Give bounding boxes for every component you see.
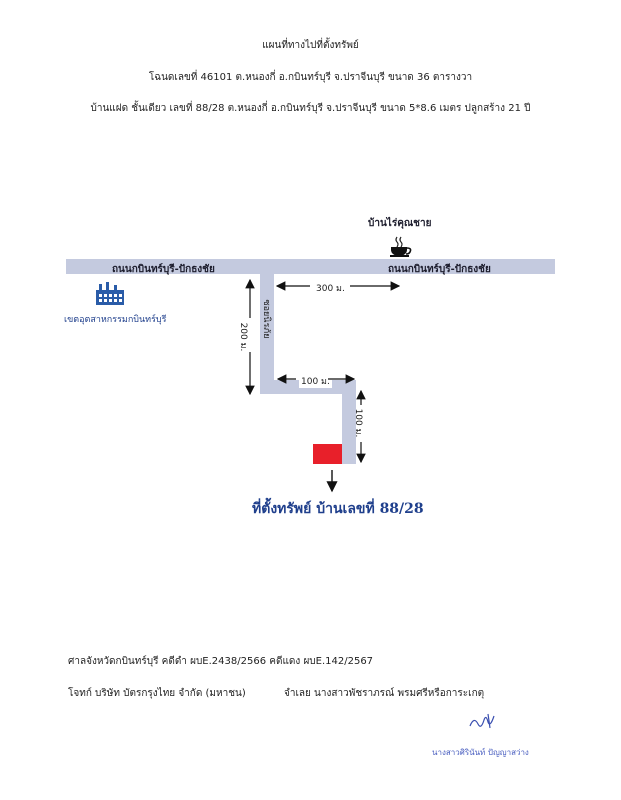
- deed-info: โฉนดเลขที่ 46101 ต.หนองกี่ อ.กบินทร์บุรี จ.ปราจีนบุรี ขนาด 36 ตารางวา: [148, 72, 473, 83]
- industrial-label: เขตอุตสาหกรรมกบินทร์บุรี: [64, 315, 167, 325]
- house-info: บ้านแฝด ชั้นเดียว เลขที่ 88/28 ต.หนองกี่ อ.กบินทร์บุรี จ.ปราจีนบุรี ขนาด 5*8.6 เมตร ปลูกสร้าง 21 ปี: [90, 103, 531, 114]
- map-title: แผนที่ทางไปที่ตั้งทรัพย์: [262, 40, 359, 51]
- plaintiff-info: โจทก์ บริษัท บัตรกรุงไทย จำกัด (มหาชน): [68, 688, 246, 699]
- cafe-label: บ้านไร่คุณชาย: [368, 218, 432, 229]
- dist-300-label: 300 ม.: [316, 284, 345, 294]
- signature-name: นางสาวศิรินันท์ ปัญญาสว่าง: [432, 748, 529, 757]
- court-info: ศาลจังหวัดกบินทร์บุรี คดีดำ ผบE.2438/2566 คดีแดง ผบE.142/2567: [68, 656, 374, 667]
- defendant-info: จำเลย นางสาวพัชราภรณ์ พรมศรีหรือการะเกตุ: [284, 688, 485, 699]
- side-road-label: ซอยนิรภัย: [261, 299, 271, 339]
- dist-100-vertical-label: 100 ม.: [353, 408, 363, 438]
- road-label-right: ถนนกบินทร์บุรี-ปักธงชัย: [388, 264, 491, 275]
- road-label-left: ถนนกบินทร์บุรี-ปักธงชัย: [112, 264, 215, 275]
- property-label: ที่ตั้งทรัพย์ บ้านเลขที่ 88/28: [252, 501, 424, 517]
- dist-100-horizontal-label: 100 ม.: [299, 374, 332, 388]
- signature-mark: [466, 708, 506, 734]
- dist-200-label: 200 ม.: [238, 322, 248, 352]
